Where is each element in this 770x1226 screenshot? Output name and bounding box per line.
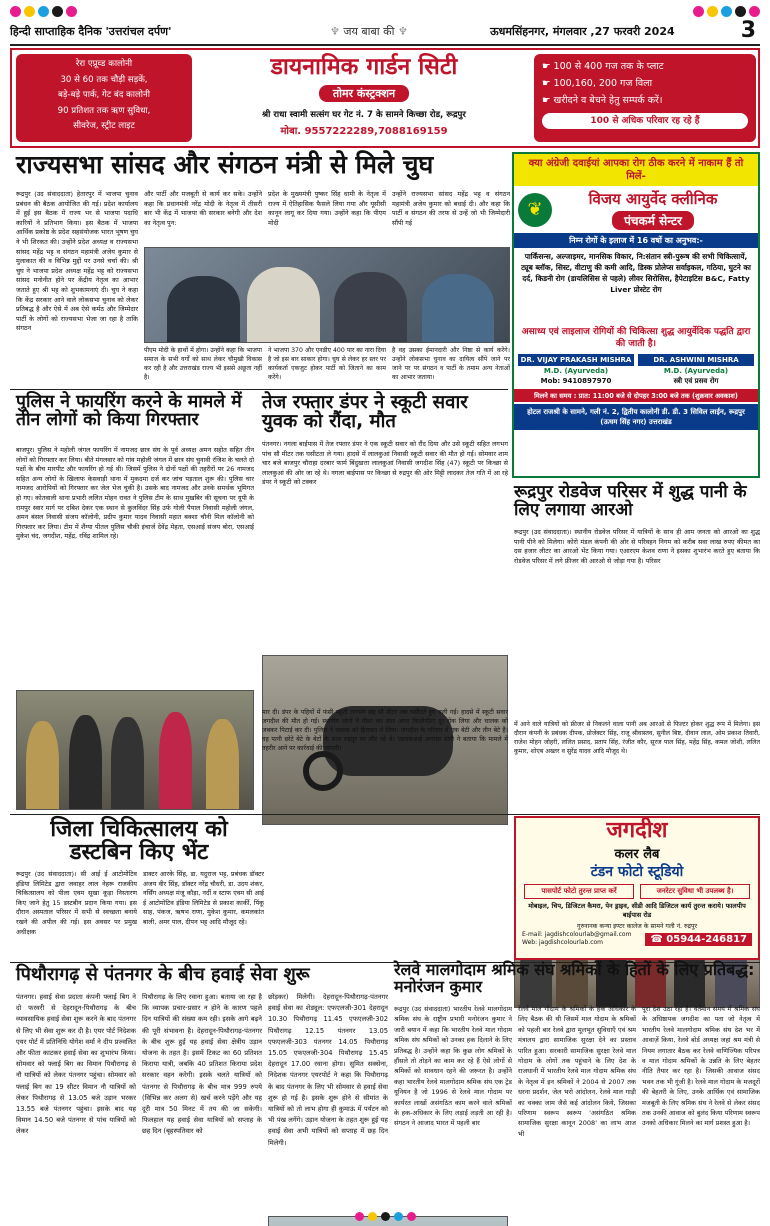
phone-icon: ☎ xyxy=(650,933,667,945)
story4-body: रूद्रपुर (उद संवाददाता)। स्थानीय रोडवेज परिसर में यात्रियों के साथ ही आम जनता को आरओ का शुद्ध पानी पीने को मिलेगा। कोरो मंडल कंपनी की ओर से परिवहन निगम को करीब सवा लाख रुपए कीमत का दस हजार लीटर का आरओ भेंट किया गया। एआरएम केशव राणा ने इसका शुभारंभ करते हुए बताया कि रोडवेज परिसर में लगे फ्रीजर की आरओ से जोड़ा गया है। परिसर xyxy=(514,528,760,565)
jagdish-ad-title: जगदीश xyxy=(606,818,668,843)
color-dot xyxy=(721,6,732,17)
person-figure xyxy=(167,276,240,342)
story3-headline: तेज रफ्तार डंपर ने स्कूटी सवार युवक को रौंदा, मौत xyxy=(262,392,468,433)
story5-headline: जिला चिकित्सालय को डस्टबिन किए भेंट xyxy=(50,817,228,866)
doctor2 xyxy=(638,354,754,386)
jagdish-ad-box1: पासपोर्ट फोटो तुरन्त प्राप्त करें xyxy=(524,884,634,899)
top-ad-right-item-text: 100,160, 200 गज विला xyxy=(553,78,653,89)
police-figure xyxy=(206,719,239,809)
center-tag-text: जय बाबा की xyxy=(343,25,395,38)
story1-columns xyxy=(16,190,510,386)
doctor2-name: DR. ASHWINI MISHRA xyxy=(638,354,754,366)
story6-col1: पंतनगर। हवाई सेवा प्रदाता कंपनी फ्लाई बिग ने दो फरवरी से देहरादून-पिथौरागढ़ के बीच व्यावसायिक हवाई सेवा शुरू करने के बाद पंतनगर से लिए भी सेवा शुरू कर दी है। एयर पोर्ट निदेशक एयर पोर्ट में प्रतिनिधि योगेश वर्मा ने दीप प्रज्वलित और फीता काटकर हवाई सेवा का शुभारंभ किया। सोमवार को फ्लाई बिग का विमान पिथौरागढ़ से नौ यात्रियों को लेकर पंतनगर पहुंचा। सोमवार को फ्लाई बिग का 19 सीटर विमान नौ यात्रियों को लेकर पिथौरागढ़ से 13.05 बजे उड़ान भरकर 13.55 बजे पंतनगर पहुंचा। इसके बाद यह विमान 14.50 बजे पंतनगर से पांच यात्रियों को लेकर xyxy=(16,993,136,1136)
color-dot xyxy=(38,6,49,17)
story2-body: बाजपुर। पुलिस ने महोली जंगल फायरिंग में नामजद छात्र संघ के पूर्व अध्यक्ष अमन सहोत सहित तीन लोगों को गिरफ्तार कर लिया। बीते मंगलवार को गांव महोली जंगल में छात्र संघ चुनावी रंजिश के चलते दो पक्षों के बीच मारपीट और फायरिंग हो गई थी। जिसमें पुलिस ने दोनों पक्षों की तहरीरों पर 26 नामजद सहित अन्य लोगों के खिलाफ केसवाड़ी थाना में मुकदमा दर्ज कर जांच पड़ताल शुरू की। पुलिस चार नामजद आरोपियों को गिरफ्तार कर जेल भेज चुकी है। उसके बाद नामजद और उनके समर्थक भूमिगत हो गए। कोतवाली थाना प्रभारी ललित मोहन रावत ने पुलिस टीम के साथ मुखबिर की सूचना पर यूपी के रामपुर स्वार मार्ग पर दबिश देकर एक स्थान से कुलविंदर सिंह उर्फ गोली पैयाल निवासी महोली जंगल, अमन बंसल निवासी संजय कॉलोनी, प्रदीप कुमार यादव निवासी महात बक्शा चौनी मिल कॉलोनी को गिरफ्तार कर लिया। टीम में शैंग्या पीतल पुलिस चौकी इंचार्ज देवेंद्र मेहता, एसआई संजय बोरा, एसआई मुकेश चंद, जगदीश, महेंद्र, रविंद्र शामिल रहे। xyxy=(16,446,254,541)
top-ad-title: डायनामिक गार्डन सिटी xyxy=(270,54,458,80)
person-figure xyxy=(247,267,320,342)
story1-photo xyxy=(144,247,510,343)
story1-caption2: ने भाजपा 370 और एनडीए 400 पार का नारा दिया है जो इस बार साकार होगा। चुघ से लेकर हर स्तर पर कार्यकर्ता एकजुट होकर पार्टी को जिताने का काम करेंगे। xyxy=(268,347,386,381)
story1-col3: प्रदेश के मुख्यमंत्री पुष्कर सिंह धामी के नेतृत्व में राज्य में ऐतिहासिक फैसले लिया गया और यूसीसी कानून लागू कर दिया गया। उन्होंने कहा कि पीएम मोदी xyxy=(268,190,386,227)
story1-col4: उन्होंने राज्यसभा सांसद महेंद्र भट्ट व संगठन महामंत्री अजेय कुमार को बधाई दी। और कहा कि पार्टी व संगठन की तरफ से उन्हें जो भी जिम्मेदारी सौंपी गई xyxy=(392,190,510,227)
top-ad-left-line: 30 से 60 तक चौड़ी सड़कें, xyxy=(60,74,148,85)
top-ad-right-item-text: खरीदने व बेचने हेतु सम्पर्क करें। xyxy=(553,95,663,106)
story7-col2: रेलवे माल गोदाम के श्रमिकों के हक अधिकार के लिए बैठक की थी जिसमें माल गोदाम के श्रमिकों को पहली बार रेलवे द्वारा मूलभूत सुविधाएँ एवं श्रम मंत्रालय द्वारा सामाजिक सुरक्षा देने का प्रस्ताव पारित हुआ। सरकारी सामाजिक सुरक्षा रेलवे माल गोदाम के लोगों तक पहुंचाने के लिए देश के राजधानी में भारतीय रेलवे माल गोदाम श्रमिक संघ के नेतृत्व में इन श्रमिकों ने 2004 से 2007 तक धरना प्रदर्शन, जेल भरो आंदोलन, रेलवे माल गाड़ी का चक्का जाम जैसे कई आंदोलन किये, जिसका परिणाम स्वरूप स्वरूप 'असंगठित श्रमिक सामाजिक सुरक्षा कानून 2008' का लाभ आज भी xyxy=(518,1005,636,1138)
doctor2-note: स्त्री एवं प्रसव रोग xyxy=(673,377,719,385)
hand-pointer-icon: ☛ xyxy=(542,95,554,106)
top-ad-left-box xyxy=(16,54,192,142)
story6-columns xyxy=(16,992,388,1208)
doctor1 xyxy=(518,354,634,386)
date-line: ऊधमसिंहनगर, मंगलवार ,27 फरवरी 2024 xyxy=(490,25,675,38)
story6-headline: पिथौरागढ़ से पंतनगर के बीच हवाई सेवा शुरू xyxy=(16,964,310,985)
person-figure xyxy=(69,715,102,809)
story3-body: पंतनगर। नगला बाईपास में तेज रफ्तार डंपर ने एक स्कूटी सवार को रौंद दिया और उसे स्कूटी सहित लगभग पांच सौ मीटर तक घसीटता ले गया। हादसे में लालकुआं निवासी स्कूटी सवार की मौत हो गई। सोमवार शाम चार बजे बाजपुर चौराहा दरबार फार्म बिंदुखत्ता लालकुआं निवासी जगदीश सिंह (47) स्कूटी पर किच्छा से लालकुआं की ओर जा रहे थे। नगला बाईपास पर किच्छा से रुद्रपुर की ओर मिट्टी लादकर तेज गति में आ रहे डंपर ने स्कूटी को टक्कर xyxy=(262,440,508,487)
story1-caption3: है वह उसका ईमानदारी और निष्ठा से कार्य करेंगे। उन्होंने लोकसभा चुनाव का दायित्व सौंपे जाने पर जाने पर पर संगठन व पार्टी के तमाम अन्य नेताओं का आभार जताया। xyxy=(392,347,510,381)
footer-dots xyxy=(0,1212,770,1221)
story4-headline: रूद्रपुर रोडवेज परिसर में शुद्ध पानी के लिए लगाया आरओ xyxy=(514,482,747,520)
person-figure xyxy=(111,717,144,809)
hand-pointer-icon: ☛ xyxy=(542,61,554,72)
person-figure xyxy=(422,274,495,342)
paper-name: हिन्दी साप्ताहिक दैनिक 'उत्तरांचल दर्पण' xyxy=(10,25,172,38)
vijay-ad-diseases: पार्किंसन्स, अल्जाइमर, मानसिक विकार, नि:संतान स्त्री-पुरूष की सभी चिकित्सायें, ट्यूब ब्लॉक, सिस्ट, वीटाणु की कमी आदि, डिस्क प्रोलेप्स सर्वाइकल, गठिया, घुटने का दर्द, किडनी रोग (डायलिसिस से पहले) लीवर सिरोसिस, हैपेटाइटिस B&C, Fatty Liver प्रोस्टेट रोग xyxy=(521,252,751,294)
page-number: 3 xyxy=(740,18,756,43)
vijay-ad-address: होटल राजश्री के सामने, गली नं. 2, द्वितीय कालोनी डी. डी. 3 सिविल लाईन, रूद्रपुर (ऊधम सिंह नगर) उत्तराखंड xyxy=(514,404,758,430)
top-ad-left-line: बड़े-बड़े पार्क, गेट बंद कालोनी xyxy=(58,90,150,100)
vijay-ad-experience: निम्न रोगों के इलाज में 16 वर्षो का अनुभव:- xyxy=(514,233,758,248)
doctor2-degree: M.D. (Ayurveda) xyxy=(663,367,729,375)
color-dot xyxy=(24,6,35,17)
story1-headline: राज्यसभा सांसद और संगठन मंत्री से मिले चुघ xyxy=(16,150,434,179)
jagdish-ad-name: टंडन फोटो स्टूडियो xyxy=(590,864,684,880)
jagdish-ad-web: Web: jagdishcolourlab.com xyxy=(522,939,604,946)
top-ad-phone: मोबा. 9557222289,7088169159 xyxy=(280,126,448,137)
top-ad-right-box xyxy=(534,54,756,142)
top-ad-right-item xyxy=(542,58,748,75)
story5-col1: रूद्रपुर (उद संवाददाता)। सी आई ई आटोमोटिव इंडिया लिमिटेड द्वारा जवाहर लाल नेहरू राजकीय चिकित्सालय को पीला एवम सूखा कूड़ा निस्तारण किए जाने हेतु 15 डस्टबीन प्रदान किया गया। इस दौरान अस्पताल परिसर में सभी से स्वच्छता बनाये रखने की अपील की गई। इस अवसर पर प्रमुख अधीक्षक xyxy=(16,870,137,936)
lamp-icon: ♆ xyxy=(394,25,408,38)
doctor1-degree: M.D. (Ayurveda) xyxy=(543,367,609,375)
vijay-ad-title: विजय आयुर्वेद क्लीनिक xyxy=(588,190,718,208)
top-ad-address: श्री राधा स्वामी सत्संग घर गेट नं. 7 के सामने किच्छा रोड, रूद्रपुर xyxy=(262,110,466,120)
vijay-ad-logo-row xyxy=(514,186,758,233)
color-dot xyxy=(355,1212,364,1221)
top-ad-left-line: रेरा एप्रूव्ड कालोनी xyxy=(75,59,133,69)
jagdish-ad-box2: जनरेटर सुविधा भी उपलब्ध है। xyxy=(640,884,750,899)
vijay-ad-subtitle: पंचकर्म सेन्टर xyxy=(612,211,694,230)
story2-headline: पुलिस ने फायरिंग करने के मामले में तीन लोगों को किया गिरफ्तार xyxy=(16,392,242,431)
story1-right xyxy=(144,190,510,386)
color-dot xyxy=(735,6,746,17)
police-figure xyxy=(26,721,59,810)
center-tag xyxy=(330,24,408,39)
hand-pointer-icon: ☛ xyxy=(542,78,554,89)
story7-col3: पूरा देश उठा रहा है। वर्तमान समय में श्रमिक संघ के अधिष्ठापक जगदीश का पता जो नेतृत्व में भारतीय रेलवे मालगोदाम श्रमिक संघ देश भर में आवाज़ें किया, रेलवे बोर्ड अध्यक्ष जहां श्रम मंत्री से नियम लगातार बैठक कर रेलवे वाणिज्यिक परिपत्र व माल गोदाम श्रमिकों के उन्नति के लिए बेहतर नीति तैयार कर रहा है। जिसकी आवाज संसद भवन तक भी गूंजी है। रेलवे माल गोदाम के मजदूरों की बेहतरी के लिए, उनके आर्थिक एवं सामाजिक मजबूती के लिए श्रमिक संघ ने रेलवे से लेकर संसद तक उनकी आवाज को बुलंद किया परिणाम स्वरूप उनको अधिकार मिलने का मार्ग प्रशस्त हुआ है। xyxy=(642,1005,760,1128)
color-dot xyxy=(368,1212,377,1221)
color-dot xyxy=(749,6,760,17)
jagdish-ad-services: मोबाइल, चिप, डिजिटल कैमरा, पेन ड्राइव, सीडी आदि डिजिटल कार्य तुरन्त कराये। फालपीप बाईपास रोड xyxy=(528,902,746,919)
story5-col2: डाक्टर आरके सिंह, डा. यदुराज भट्ट, प्रबंधक डॉक्टर अजय वीर सिंह, डॉक्टर नरेंद्र चौधरी, डा. उदय शंकर, नर्सिंग अध्यक्ष मंजू कौड़ा, नर्दी व स्टाफ एवम सी आई ई आटोमोटिव इंडिया लिमिटेड से प्रकाश कार्की, पिंकू साह, पंकज, ऋषभ राणा, मुकेश कुमार, कमलकांत बाली, अमर पाल, दीपन भट्ट आदि मौजूद रहे। xyxy=(143,870,264,926)
masthead-rule xyxy=(10,44,760,46)
jagdish-ad-subtitle: कलर लैब xyxy=(614,847,660,862)
lamp-icon: ♆ xyxy=(330,25,344,38)
section-rule xyxy=(10,814,760,815)
masthead-dots-left xyxy=(10,6,77,17)
vijay-ad xyxy=(512,152,760,478)
person-figure xyxy=(334,272,407,343)
top-ad-right-item xyxy=(542,75,748,92)
story1-caption1: पीएम मोदी के हाथों में होगा। उन्होंने कहा कि भाजपा समाज के सभी वर्गों को साथ लेकर चौमुखी विकास कर रही है और उत्तराखंड राज्य भी इससे अछूता नहीं है। xyxy=(144,347,262,381)
top-ad-right-item xyxy=(542,92,748,109)
registration-mark-icon xyxy=(381,1212,390,1221)
color-dot xyxy=(52,6,63,17)
color-dot xyxy=(407,1212,416,1221)
top-ad-left-line: 90 प्रतिशत तक ऋण सुविधा, xyxy=(57,105,151,116)
color-dot xyxy=(66,6,77,17)
jagdish-ad-phone xyxy=(645,933,752,946)
vijay-ad-timing: मिलने का समय : प्रात: 11:00 बजे से दोपहर 3:00 बजे तक (शुक्रवार अवकाश) xyxy=(514,389,758,402)
color-dot xyxy=(707,6,718,17)
section-rule xyxy=(10,389,508,390)
jagdish-ad-address: गुरुनानक कन्या इण्टर कालेज के सामने गली नं. रुद्रपुर xyxy=(577,923,697,930)
top-ad-center xyxy=(198,52,530,144)
jagdish-ad-phone-text: 05944-246817 xyxy=(666,933,747,945)
vijay-ad-title-wrap xyxy=(552,189,754,230)
vijay-ad-tagline: असाध्य एवं लाइलाज रोगियों की चिकित्सा शुद्ध आयुर्वेदिक पद्धति द्वारा की जाती है। xyxy=(521,327,751,349)
jagdish-ad-online xyxy=(522,931,631,947)
story5-columns xyxy=(16,870,264,958)
masthead-dots-right xyxy=(693,6,760,17)
person-figure xyxy=(159,712,192,809)
jagdish-ad-email: E-mail: jagdishcolourlab@gmail.com xyxy=(522,931,632,938)
story3-caption: मार दी। डंपर के पहियों में फंसी स्कूटी लगभग छह सौ मीटर तक घसीटते हुए चली गई। हादसे में स्कूटी सवार जगदीश की मौत हो गई। स्थानीय लोगों ने पीछा कर डंपर आगा किलोमीटर दूर रोक लिया और चालक को जबकर पिटाई कर दी। पुलिस ने चालक को हिरासत में लिया। जगदीश के परिवार में एक बेटी और तीन बेटे हैं। वह पत्नी छोटे बेटे के बेटों के साथ रुद्रपुर घर लौट रहे थे। एसएसआई आरएस डांगी ने बताया कि मामले में तहरीर आने पर कार्रवाई की जाएगी। xyxy=(262,709,508,752)
story7-columns xyxy=(394,1004,760,1208)
top-ad-right-tag: 100 से अधिक परिवार रह रहे हैं xyxy=(542,113,748,129)
leaf-icon: ❦ xyxy=(518,193,552,227)
story1-captions xyxy=(144,346,510,384)
story6-col2: पिथौरागढ़ के लिए रवाना हुआ। बताया जा रहा है कि व्यापक प्रचार-प्रसार न होने के कारण पहले दिन यात्रियों की संख्या कम रही। इसके आगे बढ़ने की पूरी संभावना है। देहरादून-पिथौरागढ़-पंतनगर के बीच शुरू हुई यह हवाई सेवा क्षेत्रीय उड़ान योजना के तहत है। इसमें टिकट का 60 प्रतिशत किराया यात्री, जबकि 40 प्रतिशत किराया प्रदेश सरकार वहन करेगी। इसके चलते यात्रियों को पंतनगर से पिथौरागढ़ के बीच मात्र 999 रुपये (विभिन्न कर अलग से) खर्च करने पड़ेंगे और यह दूरी मात्र 50 मिनट में तय की जा सकेगी। फिलहाल यह हवाई सेवा यात्रियों को सप्ताह के छह दिन (बृहस्पतिवार को xyxy=(142,993,262,1136)
story1-top-cols xyxy=(144,190,510,244)
top-ad-right-item-text: 100 से 400 गज तक के प्लाट xyxy=(553,61,664,72)
doctor1-phone: Mob: 9410897970 xyxy=(540,377,612,385)
color-dot xyxy=(10,6,21,17)
top-ad-left-line: सीवरेज, स्ट्रीट लाइट xyxy=(73,121,135,131)
story7-headline: रेलवे मालगोदाम श्रमिक संघ श्रमिकों के हितों के लिए प्रतिबद्ध: मनोरंजन कुमार xyxy=(394,960,755,996)
top-ad-subtitle: तोमर कंस्ट्रक्शन xyxy=(319,85,409,102)
vijay-ad-banner: क्या अंग्रेजी दवाईयां आपका रोग ठीक करने में नाकाम हैं तो मिलें- xyxy=(514,154,758,186)
story6-col3: छोड़कर) मिलेगी। देहरादून-पिथौरागढ़-पंतनगर हवाई सेवा का शेड्यूल: एफएलजी-301 देहरादून 10.30 पिथौरागढ़ 11.45 एफएलजी-302 पिथौरागढ़ 12.15 पंतनगर 13.05 एफएलजी-303 पंतनगर 14.05 पिथौरागढ़ 15.05 एफएलजी-304 पिथौरागढ़ 15.45 देहरादून 17.00 रवाना होगा। सुमित सक्सेना, निदेशक पंतनगर एयरपोर्ट ने कहा कि पिथौरागढ़ के बाद पंतनगर के लिए भी सोमवार से हवाई सेवा शुरू हो गई है। इसके शुरू होने से सीमांत के यात्रियों को तो लाभ होगा ही कुमाऊं में पर्यटन को भी पंख लगेंगे। उड़ान योजना के तहत शुरू हुई यह हवाई सेवा अभी यात्रियों को सप्ताह में छह दिन मिलेगी। xyxy=(268,993,388,1147)
story7-col1: रूद्रपुर (उद संवाददाता) भारतीय रेलवे मालगोदाम श्रमिक संघ के राष्ट्रीय प्रभारी मनोरंजन कुमार ने जारी बयान में कहा कि भारतीय रेलवे माल गोदाम श्रमिक संघ श्रमिकों को उनका हक दिलाने के लिए प्रतिबद्ध है। उन्होंने कहा कि कुछ लोग श्रमिकों के हौंसले तो तोड़ने का काम कर रहे हैं ऐसे लोगों से श्रमिकों को सावधान रहने की जरूरत है। उन्होंने कहा भारतीय रेलवे मालगोदाम श्रमिक संघ एक ट्रेड यूनियन है जो 1996 से रेलवे माल गोदाम पर कार्यरत लाखों असंगठित काम करने वाले श्रमिकों के हक-अधिकार के लिए लड़ाई लड़ती आ रही है। संगठन ने आजाद भारत में पहली बार xyxy=(394,1005,512,1128)
story1-col1: रूद्रपुर (उद संवाददाता) हेतारपुर में भाजपा चुनाव प्रबंधन की बैठक आयोजित की गई। प्रदेश कार्यालय में हुई इस बैठक में राज्य भर से भाजपा पदाधि कारियों ने प्रतिभाग किया। इस बैठक में भाजपा आर्थिक प्रकोष्ठ के प्रदेश सहसंयोजक भारत भूषण चुघ ने भी शिरकत की। उन्होंने प्रदेश अध्यक्ष व राज्यसभा सांसद महेंद्र भट्ट व संगठन महामंत्री अजेय कुमार से मुलाकात की व विभिन्न मुद्दों पर उनसे चर्चा की। श्री चुघ ने भाजपा प्रदेश अध्यक्ष महेंद्र भट्ट को राज्यसभा सांसद मनोनीत होने पर केंद्रीय नेतृत्व का आभार जताते हुए श्री भट्ट को शुभकामनाएं दी। चुघ ने कहा कि केंद्र सरकार आने वाले लोकसभा चुनाव को लेकर प्रतिबद्ध है और ऐसे में अब ऐसे कर्मठ और जिम्मेदार पार्टी के लोगों को राज्यसभा भेजा जा रहा है ताकि संगठन xyxy=(16,190,138,333)
story1-col2: और पार्टी और मजबूती से कार्य कर सके। उन्होंने कहा कि प्रधानमंत्री नरेंद्र मोदी के नेतृत्व में तीसरी बार भी केंद्र में भाजपा की सरकार बनेगी और देश का नेतृत्व पुन: xyxy=(144,190,262,227)
story4-caption: में आने वाले यात्रियों को फ्रीजर से निकलने वाला पानी अब आरओ से फिल्टर होकर शुद्ध रूप में मिलेगा। इस दौरान कंपनी के प्रबंधक दीपक, प्रोजेक्टर सिंह, राजू श्रीवास्तव, सुनील बिष्ट, दीवान लाल, ओम प्रकाश तिवारी, राजेश मोहन जोहरी, ललित प्रसाद, प्रताप सिंह, रंजीत कौर, सूरज पाल सिंह, महेंद्र सिंह, कमल जोशी, ललित कुमार, शोएब अख्तर व सुरेंद्र यादव आदि मौजूद थे। xyxy=(514,721,760,755)
story2-photo xyxy=(16,690,254,810)
color-dot xyxy=(394,1212,403,1221)
jagdish-ad-boxes xyxy=(516,881,758,902)
jagdish-ad-contact xyxy=(516,931,758,947)
jagdish-ad xyxy=(514,816,760,960)
color-dot xyxy=(693,6,704,17)
top-ad xyxy=(10,48,760,148)
doctor1-name: DR. VIJAY PRAKASH MISHRA xyxy=(518,354,634,366)
vijay-ad-doctors xyxy=(514,350,758,386)
